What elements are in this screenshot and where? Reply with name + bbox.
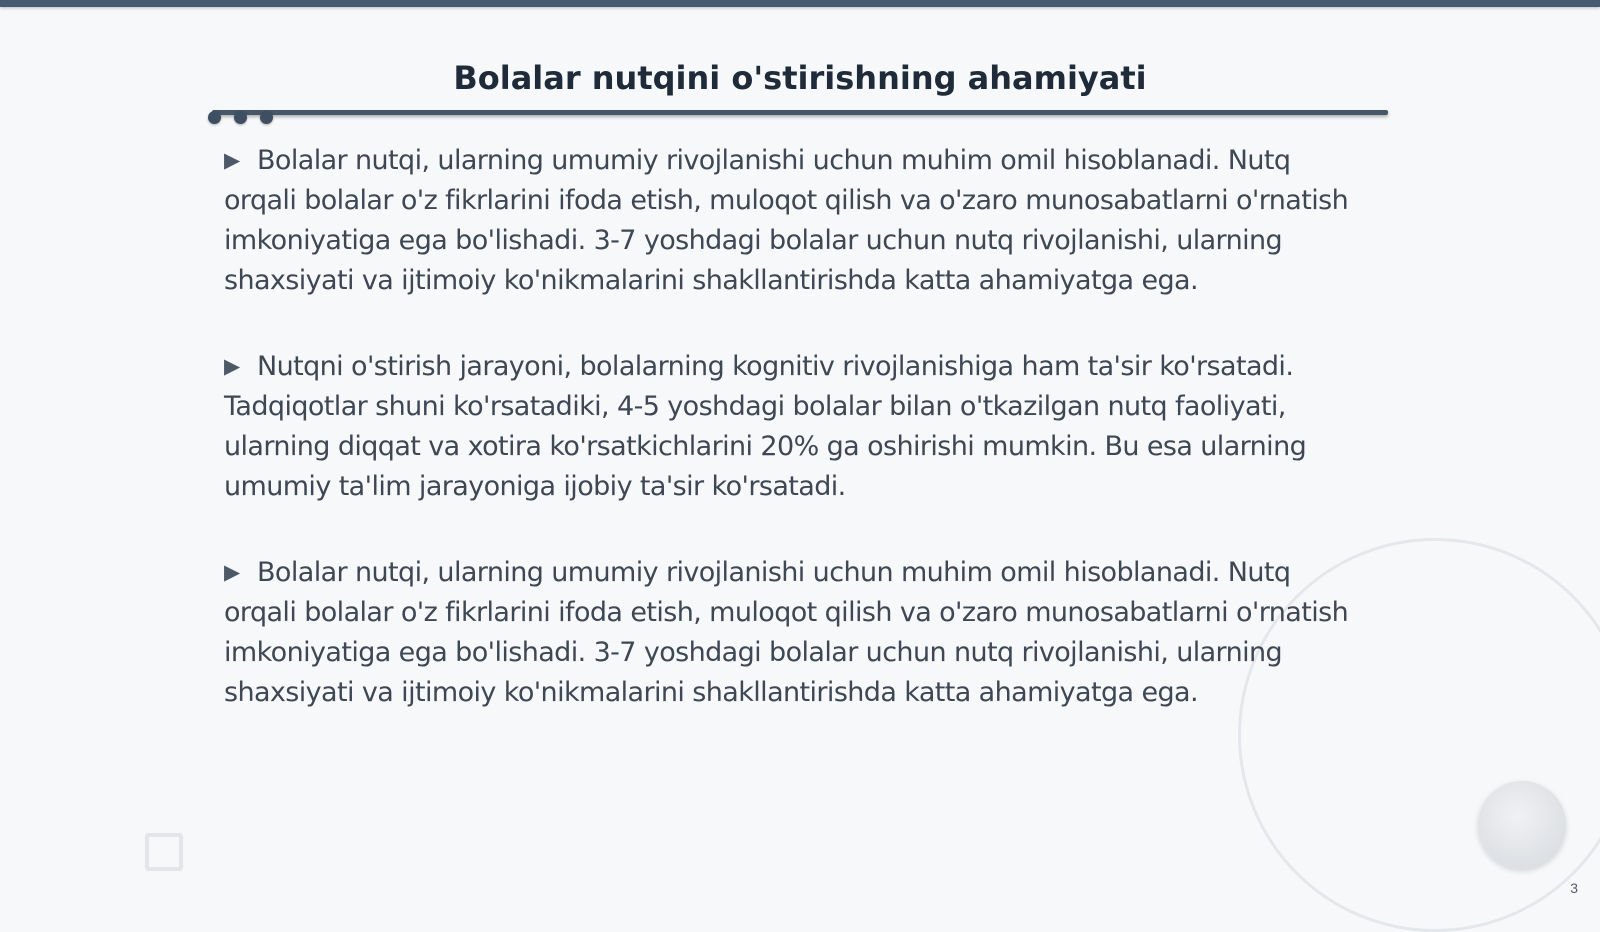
rule-dot-3 [260, 111, 273, 124]
decorative-circle [1478, 781, 1566, 869]
bullet-text-1: Bolalar nutqi, ularning umumiy rivojlanishi uchun muhim omil hisoblanadi. Nutq orqali bolalar o'z fikrlarini ifoda etish, muloqot qilish va o'zaro munosabatlarni o'rnatish imkoniyatiga ega bo'lishadi. 3-7 yoshdagi bolalar uchun nutq rivojlanishi, ularning shaxsiyati va ijtimoiy ko'nikmalarini shakllantirishda katta ahamiyatga ega. [224, 145, 1349, 296]
triangle-bullet-icon: ▶ [224, 354, 240, 378]
bullet-paragraph-1 [224, 140, 1354, 301]
decorative-square [145, 833, 183, 871]
slide-title: Bolalar nutqini o'stirishning ahamiyati [453, 59, 1147, 97]
page-number: 3 [1570, 880, 1578, 896]
rule-dot-2 [234, 111, 247, 124]
bullet-paragraph-2 [224, 346, 1354, 507]
bullet-paragraph-3 [224, 552, 1354, 713]
rule-dot-1 [208, 111, 221, 124]
bullet-list [224, 140, 1354, 758]
triangle-bullet-icon: ▶ [224, 560, 240, 584]
triangle-bullet-icon: ▶ [224, 148, 240, 172]
title-underline-rule [212, 110, 1388, 115]
bullet-text-3: Bolalar nutqi, ularning umumiy rivojlanishi uchun muhim omil hisoblanadi. Nutq orqali bolalar o'z fikrlarini ifoda etish, muloqot qilish va o'zaro munosabatlarni o'rnatish imkoniyatiga ega bo'lishadi. 3-7 yoshdagi bolalar uchun nutq rivojlanishi, ularning shaxsiyati va ijtimoiy ko'nikmalarini shakllantirishda katta ahamiyatga ega. [224, 557, 1349, 708]
top-accent-bar [0, 0, 1600, 7]
bullet-text-2: Nutqni o'stirish jarayoni, bolalarning kognitiv rivojlanishiga ham ta'sir ko'rsatadi. Tadqiqotlar shuni ko'rsatadiki, 4-5 yoshdagi bolalar bilan o'tkazilgan nutq faoliyati, ularning diqqat va xotira ko'rsatkichlarini 20% ga oshirishi mumkin. Bu esa ularning umumiy ta'lim jarayoniga ijobiy ta'sir ko'rsatadi. [224, 351, 1307, 502]
